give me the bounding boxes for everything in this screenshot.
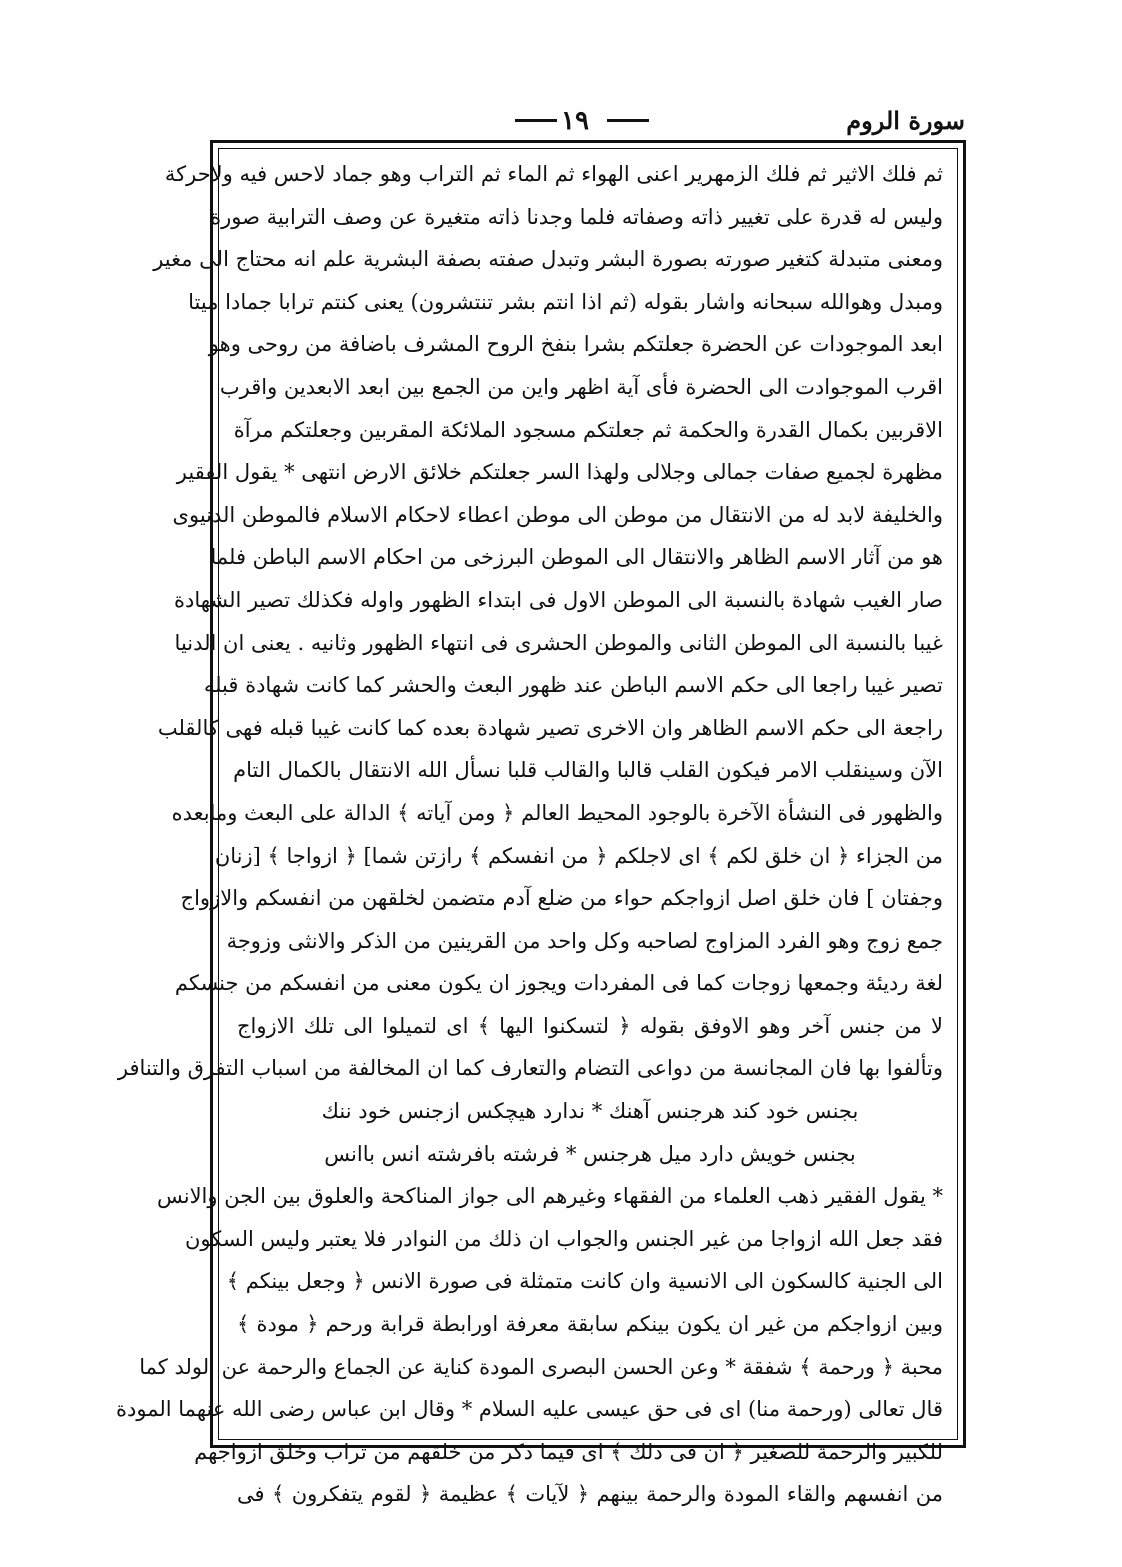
verse-line: بجنس خود كند هرجنس آهنك * ندارد هيچكس ازجنس خود ننك (321, 1099, 859, 1124)
text-line: اقرب الموجوادت الى الحضرة فأى آية اظهر واين من الجمع بين ابعد الابعدين واقرب (219, 374, 943, 399)
text-line: والظهور فى النشأة الآخرة بالوجود المحيط العالم ﴿ ومن آياته ﴾ الدالة على البعث ومابعده (171, 800, 943, 825)
text-line: ومعنى متبدلة كتغير صورته بصورة البشر وتبدل صفته بصفة البشرية علم انه محتاج الى مغير (153, 247, 943, 272)
text-line: راجعة الى حكم الاسم الظاهر وان الاخرى تصير شهادة بعده كما كانت غيبا قبله فهى كالقلب (157, 715, 943, 740)
page-number: ١٩ (561, 106, 589, 136)
page-header (215, 104, 965, 138)
text-line: من الجزاء ﴿ ان خلق لكم ﴾ اى لاجلكم ﴿ من انفسكم ﴾ رازتن شما] ﴿ ازواجا ﴾ [زنان (214, 843, 943, 868)
text-line: صار الغيب شهادة بالنسبة الى الموطن الاول فى ابتداء الظهور واوله فكذلك تصير الشهادة (173, 587, 943, 612)
text-line: وجفتان ] فان خلق اصل ازواجكم حواء من ضلع آدم متضمن لخلقهن من انفسكم والازواج (180, 886, 943, 911)
text-line: وتألفوا بها فان المجانسة من دواعى التضام والتعارف كما ان المخالفة من اسباب التفرق والتنافر (117, 1056, 943, 1081)
text-line: هو من آثار الاسم الظاهر والانتقال الى الموطن البرزخى من احكام الاسم الباطن فلما (210, 545, 943, 570)
text-line: تصير غيبا راجعا الى حكم الاسم الباطن عند ظهور البعث والحشر كما كانت شهادة قبله (203, 673, 943, 698)
verse-line: بجنس خويش دارد ميل هرجنس * فرشته بافرشته انس باانس (324, 1141, 856, 1166)
text-line: محبة ﴿ ورحمة ﴾ شفقة * وعن الحسن البصرى المودة كناية عن الجماع والرحمة عن الولد كما (139, 1354, 943, 1379)
text-line: ثم فلك الاثير ثم فلك الزمهرير اعنى الهواء ثم الماء ثم التراب وهو جماد لاحس فيه ولاحركة (164, 162, 943, 186)
text-line: الآن وسينقلب الامر فيكون القلب قالبا والقالب قلبا نسأل الله الانتقال بالكمال التام (233, 758, 943, 783)
text-line: الى الجنية كالسكون الى الانسية وان كانت متمثلة فى صورة الانس ﴿ وجعل بينكم ﴾ (226, 1269, 943, 1294)
text-line: * يقول الفقير ذهب العلماء من الفقهاء وغيرهم الى جواز المناكحة والعلوق بين الجن والانس (156, 1184, 943, 1209)
text-line: لا من جنس آخر وهو الاوفق بقوله ﴿ لتسكنوا اليها ﴾ اى لتميلوا الى تلك الازواج (237, 1013, 943, 1038)
text-line: لغة رديئة وجمعها زوجات كما فى المفردات ويجوز ان يكون معنى من انفسكم من جنسكم (174, 971, 943, 996)
text-line: للكبير والرحمة للصغير ﴿ ان فى ذلك ﴾ اى فيما ذكر من خلقهم من تراب وخلق ازواجهم (194, 1439, 943, 1464)
text-line: وبين ازواجكم من غير ان يكون بينكم سابقة معرفة اورابطة قرابة ورحم ﴿ مودة ﴾ (237, 1312, 943, 1337)
text-line: مظهرة لجميع صفات جمالى وجلالى ولهذا السر جعلتكم خلائق الارض انتهى * يقول الفقير (176, 460, 943, 485)
text-line: من انفسهم والقاء المودة والرحمة بينهم ﴿ لآيات ﴾ عظيمة ﴿ لقوم يتفكرون ﴾ فى (237, 1482, 943, 1507)
text-line: غيبا بالنسبة الى الموطن الثانى والموطن الحشرى فى انتهاء الظهور وثانيه . يعنى ان الدنيا (174, 630, 943, 655)
text-line: فقد جعل الله ازواجا من غير الجنس والجواب ان ذلك من النوادر فلا يعتبر وليس السكون (185, 1226, 943, 1251)
text-line: جمع زوج وهو الفرد المزاوج لصاحبه وكل واحد من القرينين من الذكر والانثى وزوجة (226, 928, 943, 953)
text-line: والخليفة لابد له من الانتقال من موطن الى موطن اعطاء لاحكام الاسلام فالموطن الدنيوى (172, 502, 943, 527)
text-line: ابعد الموجودات عن الحضرة جعلتكم بشرا بنفخ الروح المشرف باضافة من روحى وهو (208, 332, 943, 357)
text-line: قال تعالى (ورحمة منا) اى فى حق عيسى عليه السلام * وقال ابن عباس رضى الله عنهما المودة (116, 1397, 943, 1422)
text-frame (116, 140, 966, 1507)
text-line: الاقربين بكمال القدرة والحكمة ثم جعلتكم مسجود الملائكة المقربين وجعلتكم مرآة (233, 417, 943, 442)
ornament-right-icon (607, 119, 649, 122)
body-text (116, 153, 943, 1516)
text-line: ومبدل وهوالله سبحانه واشار بقوله (ثم اذا انتم بشر تنتشرون) يعنى كنتم ترابا جمادا ميتا (188, 289, 943, 314)
text-line: وليس له قدرة على تغيير ذاته وصفاته فلما وجدنا ذاته متغيرة عن وصف الترابية صورة (210, 204, 943, 229)
surah-title: سورة الروم (846, 106, 965, 135)
